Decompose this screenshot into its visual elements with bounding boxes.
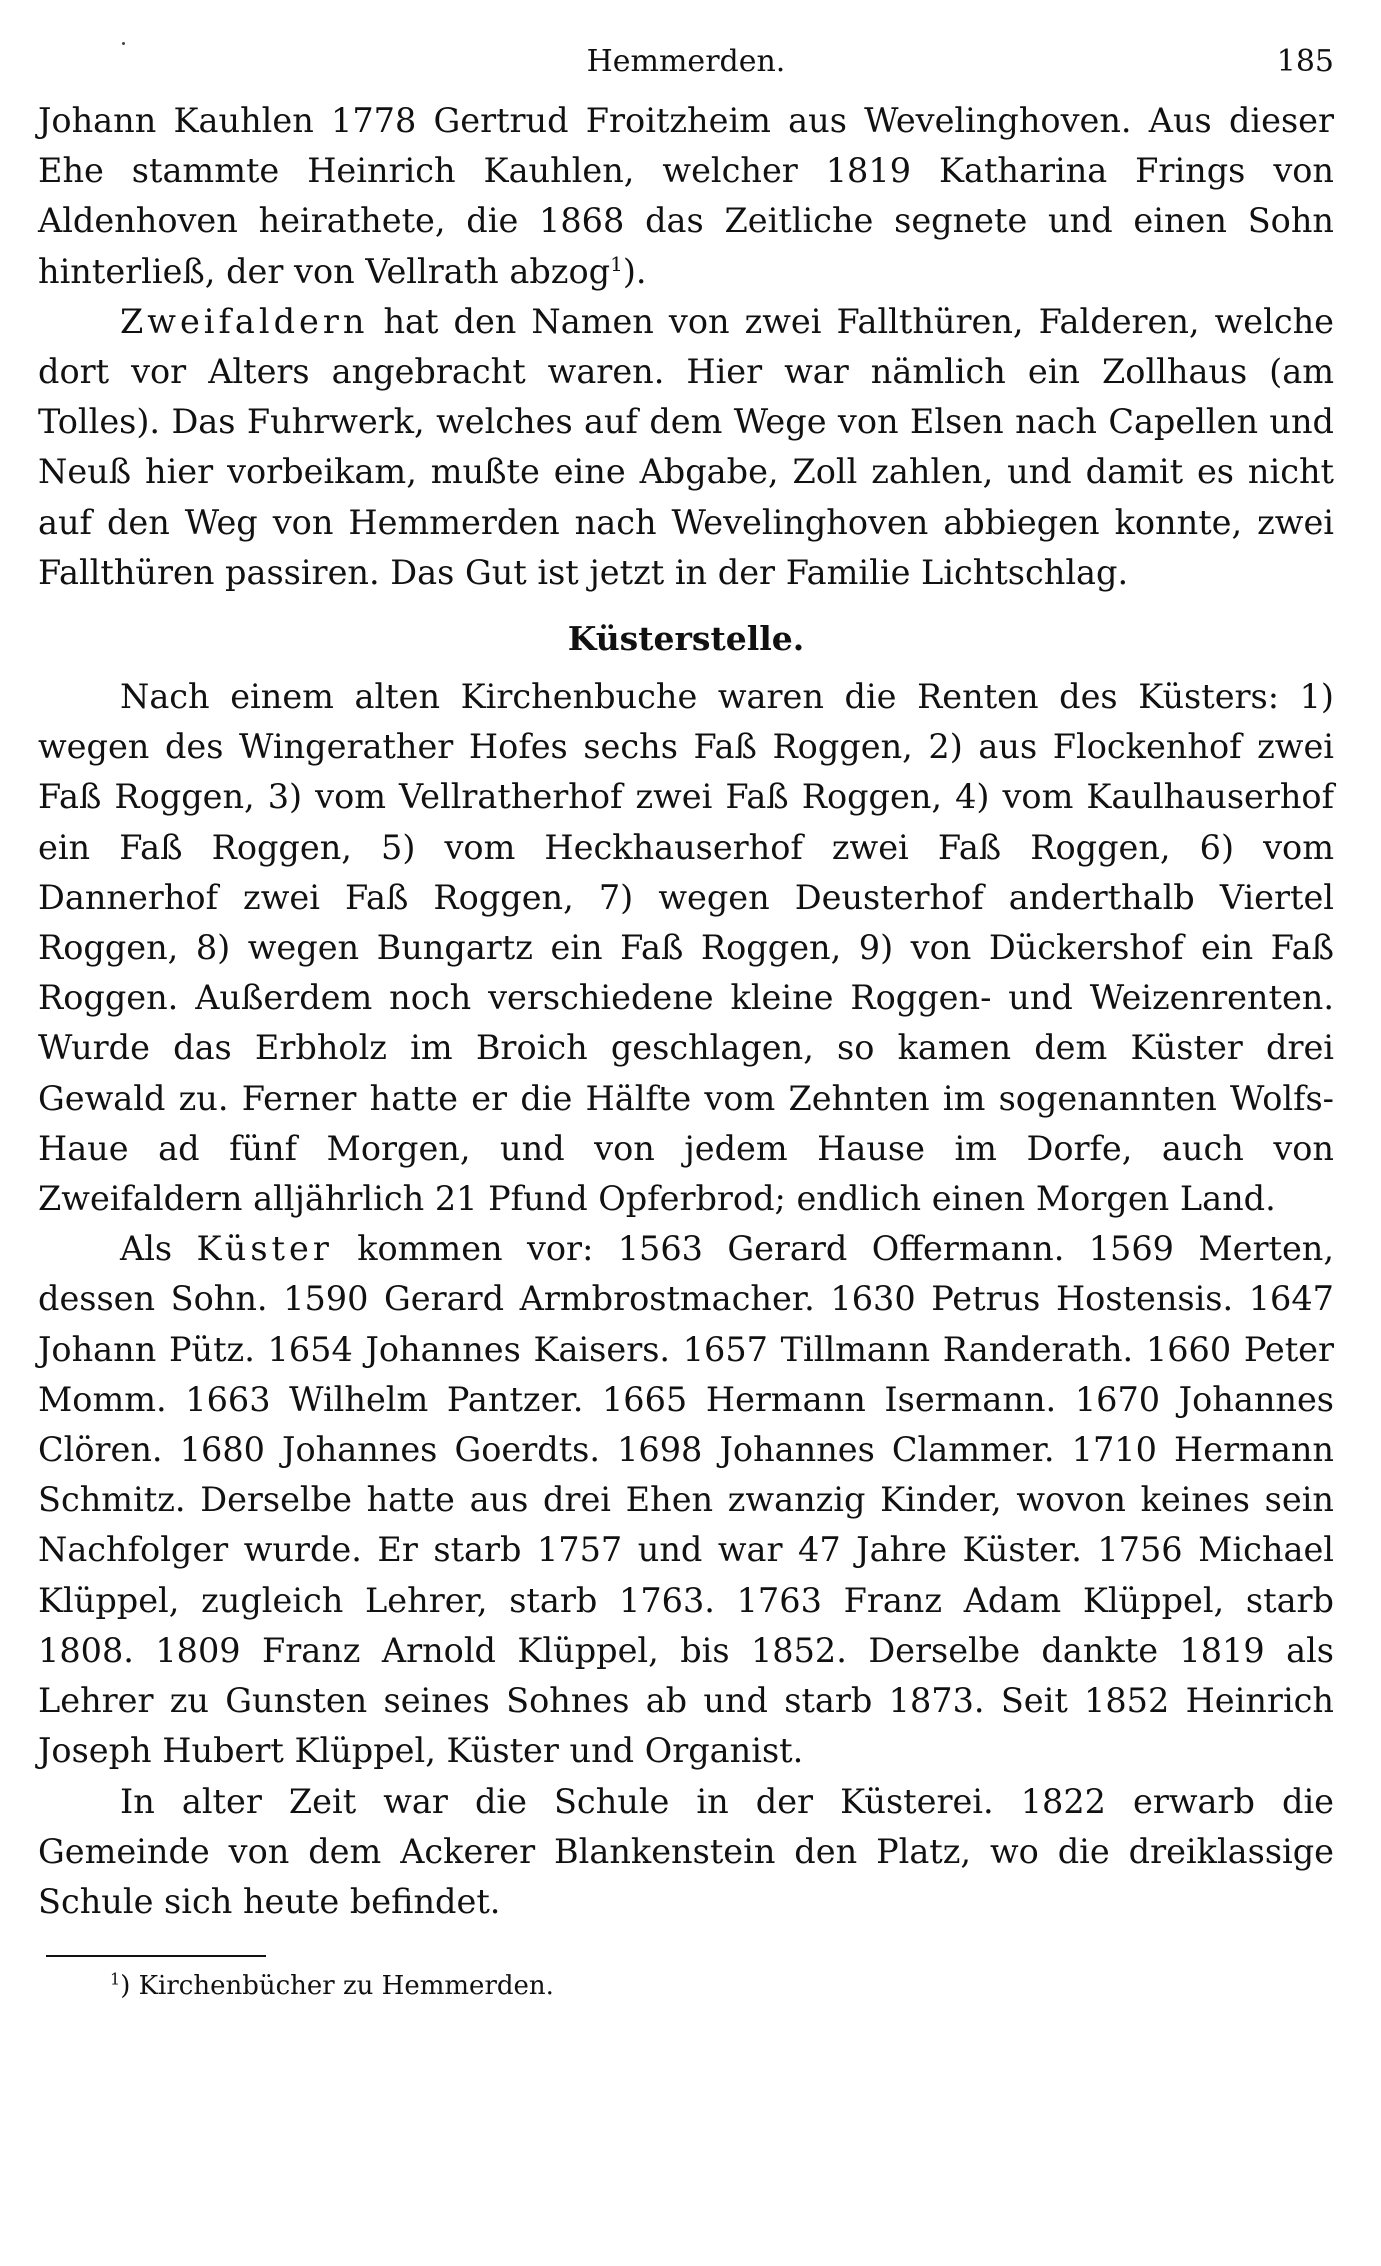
section-heading: Küsterstelle.: [567, 619, 805, 659]
emphasized-term: Küster: [196, 1229, 333, 1269]
footnote: [110, 1971, 1334, 2001]
footnote-divider: [46, 1955, 266, 1957]
running-title: Hemmerden.: [586, 44, 786, 79]
page-header: [38, 38, 1334, 96]
paragraph-genealogy: Johann Kauhlen 1778 Gertrud Froitzheim aus Wevelinghoven. Aus dieser Ehe stammte Heinrich Kauhlen, welcher 1819 Katharina Frings von Aldenhoven heirathete, die 1868 das Zeitliche segnete und einen Sohn hinterließ, der von Vellrath abzog$^1$).: [38, 101, 1334, 291]
footnote-reference: 1: [610, 251, 623, 276]
footnote-marker: 1: [110, 1969, 121, 1989]
paragraph-zweifaldern: Zweifaldern hat den Namen von zwei Fallthüren, Falderen, welche dort vor Alters angebracht waren. Hier war nämlich ein Zollhaus (am Tolles). Das Fuhrwerk, welches auf dem Wege von Elsen nach Capellen und Neuß hier vorbeikam, mußte eine Abgabe, Zoll zahlen, und damit es nicht auf den Weg von Hemmerden nach Wevelinghoven abbiegen konnte, zwei Fallthüren passiren. Das Gut ist jetzt in der Familie Lichtschlag.: [38, 301, 1334, 592]
paragraph-schule: In alter Zeit war die Schule in der Küsterei. 1822 erwarb die Gemeinde von dem Ackerer Blankenstein den Platz, wo die dreiklassige Schule sich heute befindet.: [38, 1781, 1334, 1921]
page-number: 185: [1276, 44, 1334, 79]
body-text: [38, 96, 1334, 1927]
book-page: [38, 38, 1334, 2001]
paragraph-kuester-list: Als Küster kommen vor: 1563 Gerard Offermann. 1569 Merten, dessen Sohn. 1590 Gerard Armbrostmacher. 1630 Petrus Hostensis. 1647 Johann Pütz. 1654 Johannes Kaisers. 1657 Tillmann Randerath. 1660 Peter Momm. 1663 Wilhelm Pantzer. 1665 Hermann Isermann. 1670 Johannes Clören. 1680 Johannes Goerdts. 1698 Johannes Clammer. 1710 Hermann Schmitz. Derselbe hatte aus drei Ehen zwanzig Kinder, wovon keines sein Nachfolger wurde. Er starb 1757 und war 47 Jahre Küster. 1756 Michael Klüppel, zugleich Lehrer, starb 1763. 1763 Franz Adam Klüppel, starb 1808. 1809 Franz Arnold Klüppel, bis 1852. Derselbe dankte 1819 als Lehrer zu Gunsten seines Sohnes ab und starb 1873. Seit 1852 Heinrich Joseph Hubert Klüppel, Küster und Organist.: [38, 1229, 1335, 1771]
paragraph-kuester-renten: Nach einem alten Kirchenbuche waren die Renten des Küsters: 1) wegen des Wingerather Hofes sechs Faß Roggen, 2) aus Flockenhof zwei Faß Roggen, 3) vom Vellratherhof zwei Faß Roggen, 4) vom Kaulhauserhof ein Faß Roggen, 5) vom Heckhauserhof zwei Faß Roggen, 6) vom Dannerhof zwei Faß Roggen, 7) wegen Deusterhof anderthalb Viertel Roggen, 8) wegen Bungartz ein Faß Roggen, 9) von Dückershof ein Faß Roggen. Außerdem noch verschiedene kleine Roggen- und Weizenrenten. Wurde das Erbholz im Broich geschlagen, so kamen dem Küster drei Gewald zu. Ferner hatte er die Hälfte vom Zehnten im sogenannten Wolfs-Haue ad fünf Morgen, und von jedem Hause im Dorfe, auch von Zweifaldern alljährlich 21 Pfund Opferbrod; endlich einen Morgen Land.: [38, 677, 1334, 1219]
emphasized-place-name: Zweifaldern: [120, 301, 369, 341]
footnote-text: ) Kirchenbücher zu Hemmerden.: [120, 1971, 554, 2002]
